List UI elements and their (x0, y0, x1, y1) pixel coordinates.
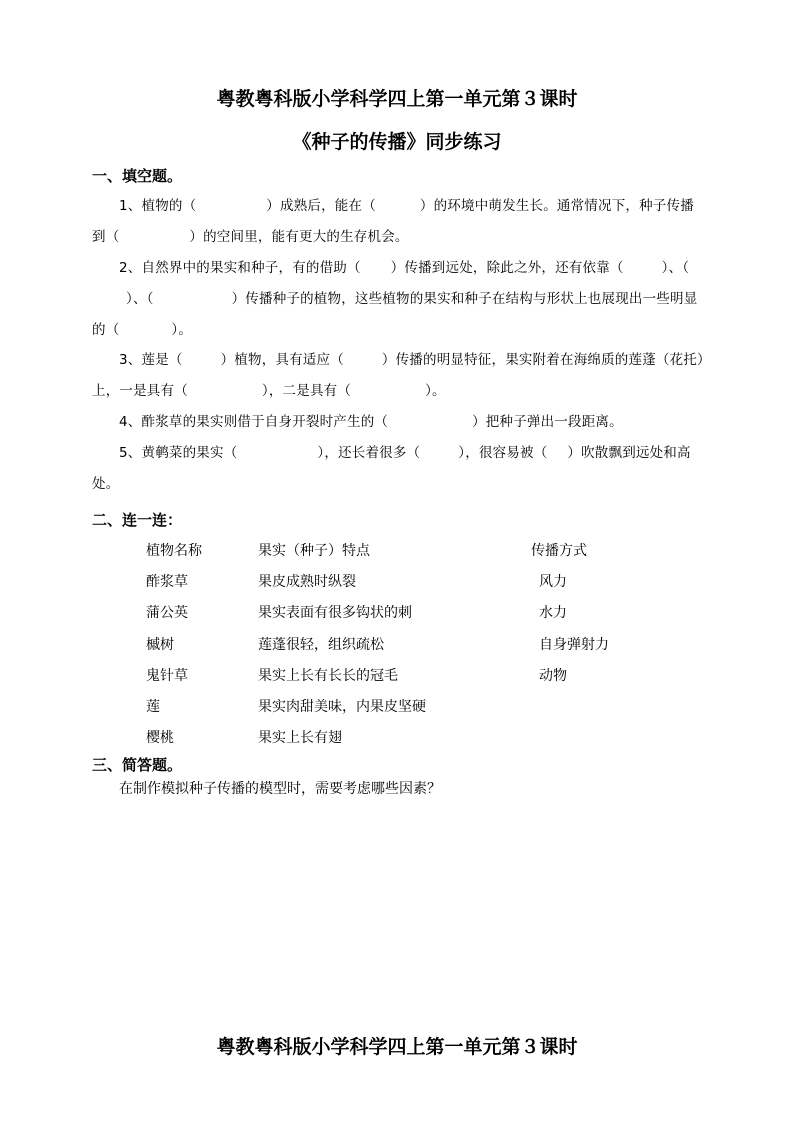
question-5: 5、黄鹌菜的果实（ ），还长着很多（ ），很容易被（ ）吹散飘到远处和高处。 (92, 445, 691, 492)
short-answer-question: 在制作模拟种子传播的模型时，需要考虑哪些因素？ (119, 781, 441, 797)
footer-title: 粤教粤科版小学科学四上第一单元第３课时 (216, 1036, 578, 1058)
plant-item: 樱桃 (146, 730, 174, 746)
plant-item: 蒲公英 (146, 605, 188, 621)
header-method: 传播方式 (531, 543, 587, 559)
plant-item: 酢浆草 (146, 574, 188, 590)
page-subtitle: 《种子的传播》同步练习 (292, 131, 502, 153)
feature-item: 果实上长有翅 (258, 730, 342, 746)
section-1-heading: 一、填空题。 (92, 167, 183, 185)
header-plant-name: 植物名称 (146, 543, 202, 559)
page-title: 粤教粤科版小学科学四上第一单元第３课时 (216, 88, 578, 110)
method-item: 自身弹射力 (539, 637, 609, 653)
question-4: 4、酢浆草的果实则借于自身开裂时产生的（ ）把种子弹出一段距离。 (119, 414, 623, 430)
question-1: 1、植物的（ ）成熟后，能在（ ）的环境中萌发生长。通常情况下，种子传播到（ ）的空间里，能有更大的生存机会。 (92, 198, 694, 245)
plant-item: 鬼针草 (146, 668, 188, 684)
feature-item: 莲蓬很轻，组织疏松 (258, 637, 384, 653)
section-2-heading: 二、连一连： (92, 511, 183, 529)
feature-item: 果实肉甜美味，内果皮坚硬 (258, 699, 426, 715)
method-item: 风力 (539, 574, 567, 590)
method-item: 水力 (539, 605, 567, 621)
feature-item: 果实上长有长长的冠毛 (258, 668, 398, 684)
feature-item: 果皮成熟时纵裂 (258, 574, 356, 590)
header-feature: 果实（种子）特点 (258, 543, 370, 559)
plant-item: 槭树 (146, 637, 174, 653)
method-item: 动物 (539, 668, 567, 684)
feature-item: 果实表面有很多钩状的刺 (258, 605, 412, 621)
question-2: 2、自然界中的果实和种子，有的借助（ ）传播到远处，除此之外，还有依靠（ ）、（）、（ ）传播种子的植物，这些植物的果实和种子在结构与形状上也展现出一些明显的（ ）。 (92, 260, 698, 338)
plant-item: 莲 (146, 699, 160, 715)
section-3-heading: 三、简答题。 (92, 756, 183, 774)
question-3: 3、莲是（ ）植物，具有适应（ ）传播的明显特征，果实附着在海绵质的莲蓬（花托）上，一是具有（ ），二是具有（ ）。 (92, 352, 704, 399)
